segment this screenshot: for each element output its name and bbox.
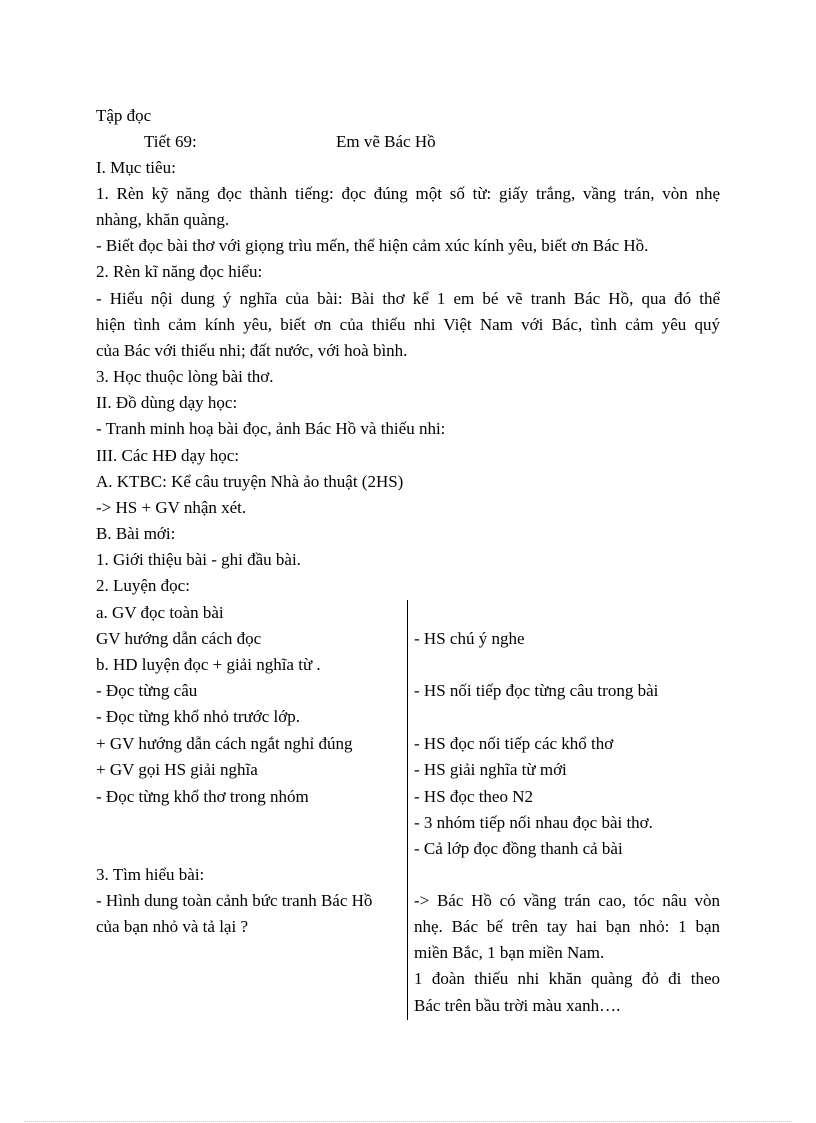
materials-heading: II. Đồ dùng dạy học:: [96, 393, 238, 412]
teacher-step: + GV hướng dẫn cách ngắt nghỉ đúng: [96, 734, 353, 753]
teacher-step: - Đọc từng khổ thơ trong nhóm: [96, 787, 309, 806]
student-step: - HS đọc nối tiếp các khổ thơ: [414, 734, 614, 753]
teacher-step: - Hình dung toàn cảnh bức tranh Bác Hồ: [96, 891, 373, 910]
column-divider: [407, 600, 408, 1020]
student-step: - HS chú ý nghe: [414, 629, 525, 648]
lesson-title: Em vẽ Bác Hồ: [336, 132, 436, 151]
teacher-step: + GV gọi HS giải nghĩa: [96, 760, 258, 779]
teacher-step: a. GV đọc toàn bài: [96, 603, 224, 622]
student-step: miền Bắc, 1 bạn miền Nam.: [414, 943, 605, 962]
teacher-step: của bạn nhỏ và tả lại ?: [96, 917, 248, 936]
objective-text: hiện tình cảm kính yêu, biết ơn của thiếu nhi Việt Nam với Bác, tình cảm yêu quý: [96, 315, 720, 334]
lesson-number: Tiết 69:: [144, 132, 197, 151]
objectives-heading: I. Mục tiêu:: [96, 158, 176, 177]
student-step: - HS đọc theo N2: [414, 787, 533, 806]
objective-text: - Biết đọc bài thơ với giọng trìu mến, thể hiện cảm xúc kính yêu, biết ơn Bác Hồ.: [96, 236, 649, 255]
objective-text: - Hiểu nội dung ý nghĩa của bài: Bài thơ kể 1 em bé vẽ tranh Bác Hồ, qua đó thể: [96, 289, 720, 308]
activities-heading: III. Các HĐ dạy học:: [96, 446, 240, 465]
student-step: - 3 nhóm tiếp nối nhau đọc bài thơ.: [414, 813, 653, 832]
activity-text: -> HS + GV nhận xét.: [96, 498, 247, 517]
activity-text: B. Bài mới:: [96, 524, 176, 543]
student-step: - HS giải nghĩa từ mới: [414, 760, 567, 779]
objective-text: 3. Học thuộc lòng bài thơ.: [96, 367, 274, 386]
activity-text: 1. Giới thiệu bài - ghi đầu bài.: [96, 550, 301, 569]
objective-text: 2. Rèn kĩ năng đọc hiểu:: [96, 262, 263, 281]
activity-text: 2. Luyện đọc:: [96, 576, 190, 595]
page-bottom-rule: [24, 1121, 792, 1122]
teacher-step: - Đọc từng câu: [96, 681, 198, 700]
objective-text: nhàng, khăn quàng.: [96, 210, 230, 229]
student-step: - HS nối tiếp đọc từng câu trong bài: [414, 681, 659, 700]
materials-item: - Tranh minh hoạ bài đọc, ảnh Bác Hồ và thiếu nhi:: [96, 419, 446, 438]
student-step: - Cả lớp đọc đồng thanh cả bài: [414, 839, 623, 858]
student-step: nhẹ. Bác bế trên tay hai bạn nhỏ: 1 bạn: [414, 917, 720, 936]
teacher-step: 3. Tìm hiểu bài:: [96, 865, 205, 884]
student-step: Bác trên bầu trời màu xanh….: [414, 996, 621, 1015]
teacher-step: GV hướng dẫn cách đọc: [96, 629, 262, 648]
subject-label: Tập đọc: [96, 106, 152, 125]
teacher-step: - Đọc từng khổ nhỏ trước lớp.: [96, 707, 301, 726]
student-step: -> Bác Hồ có vầng trán cao, tóc nâu vòn: [414, 891, 720, 910]
teacher-step: b. HD luyện đọc + giải nghĩa từ .: [96, 655, 321, 674]
objective-text: 1. Rèn kỹ năng đọc thành tiếng: đọc đúng một số từ: giấy trắng, vầng trán, vòn nhẹ: [96, 184, 720, 203]
objective-text: của Bác với thiếu nhi; đất nước, với hoà bình.: [96, 341, 408, 360]
activity-text: A. KTBC: Kể câu truyện Nhà ảo thuật (2HS): [96, 472, 404, 491]
student-step: 1 đoàn thiếu nhi khăn quàng đỏ đi theo: [414, 969, 720, 988]
